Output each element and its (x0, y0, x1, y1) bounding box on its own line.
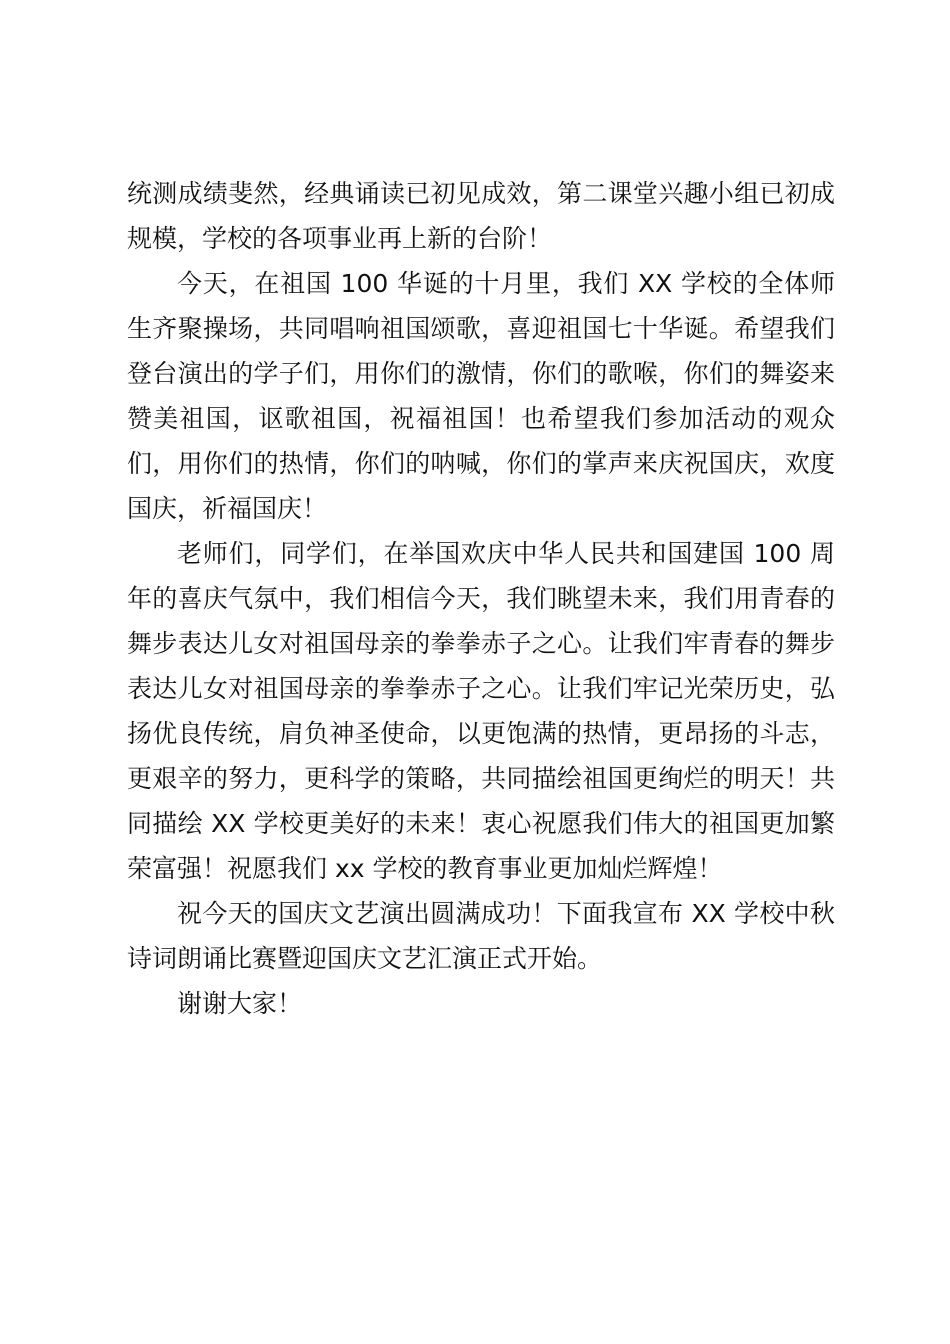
paragraph-thanks: 谢谢大家！ (177, 989, 303, 1018)
paragraph-address: 老师们，同学们，在举国欢庆中华人民共和国建国 100 周年的喜庆气氛中，我们相信今天，我们眺望未来，我们用青春的舞步表达儿女对祖国母亲的拳拳赤子之心。让我们牢青春的舞步表达儿女对祖国母亲的拳拳赤子之心。让我们牢记光荣历史，弘扬优良传统，肩负神圣使命，以更饱满的热情，更昂扬的斗志，更艰辛的努力，更科学的策略，共同描绘祖国更绚烂的明天！共同描绘 XX 学校更美好的未来！衷心祝愿我们伟大的祖国更加繁荣富强！祝愿我们 xx 学校的教育事业更加灿烂辉煌！ (127, 539, 835, 883)
paragraph-celebration: 今天，在祖国 100 华诞的十月里，我们 XX 学校的全体师生齐聚操场，共同唱响祖国颂歌，喜迎祖国七十华诞。希望我们登台演出的学子们，用你们的激情，你们的歌喉，你们的舞姿来赞美祖国，讴歌祖国，祝福祖国！也希望我们参加活动的观众们，用你们的热情，你们的呐喊，你们的掌声来庆祝国庆，欢度国庆，祈福国庆！ (127, 269, 835, 523)
document-body (127, 171, 835, 1026)
paragraph-opening: 祝今天的国庆文艺演出圆满成功！下面我宣布 XX 学校中秋诗词朗诵比赛暨迎国庆文艺汇演正式开始。 (127, 899, 835, 973)
paragraph-continuation: 统测成绩斐然，经典诵读已初见成效，第二课堂兴趣小组已初成规模，学校的各项事业再上新的台阶！ (127, 179, 835, 253)
